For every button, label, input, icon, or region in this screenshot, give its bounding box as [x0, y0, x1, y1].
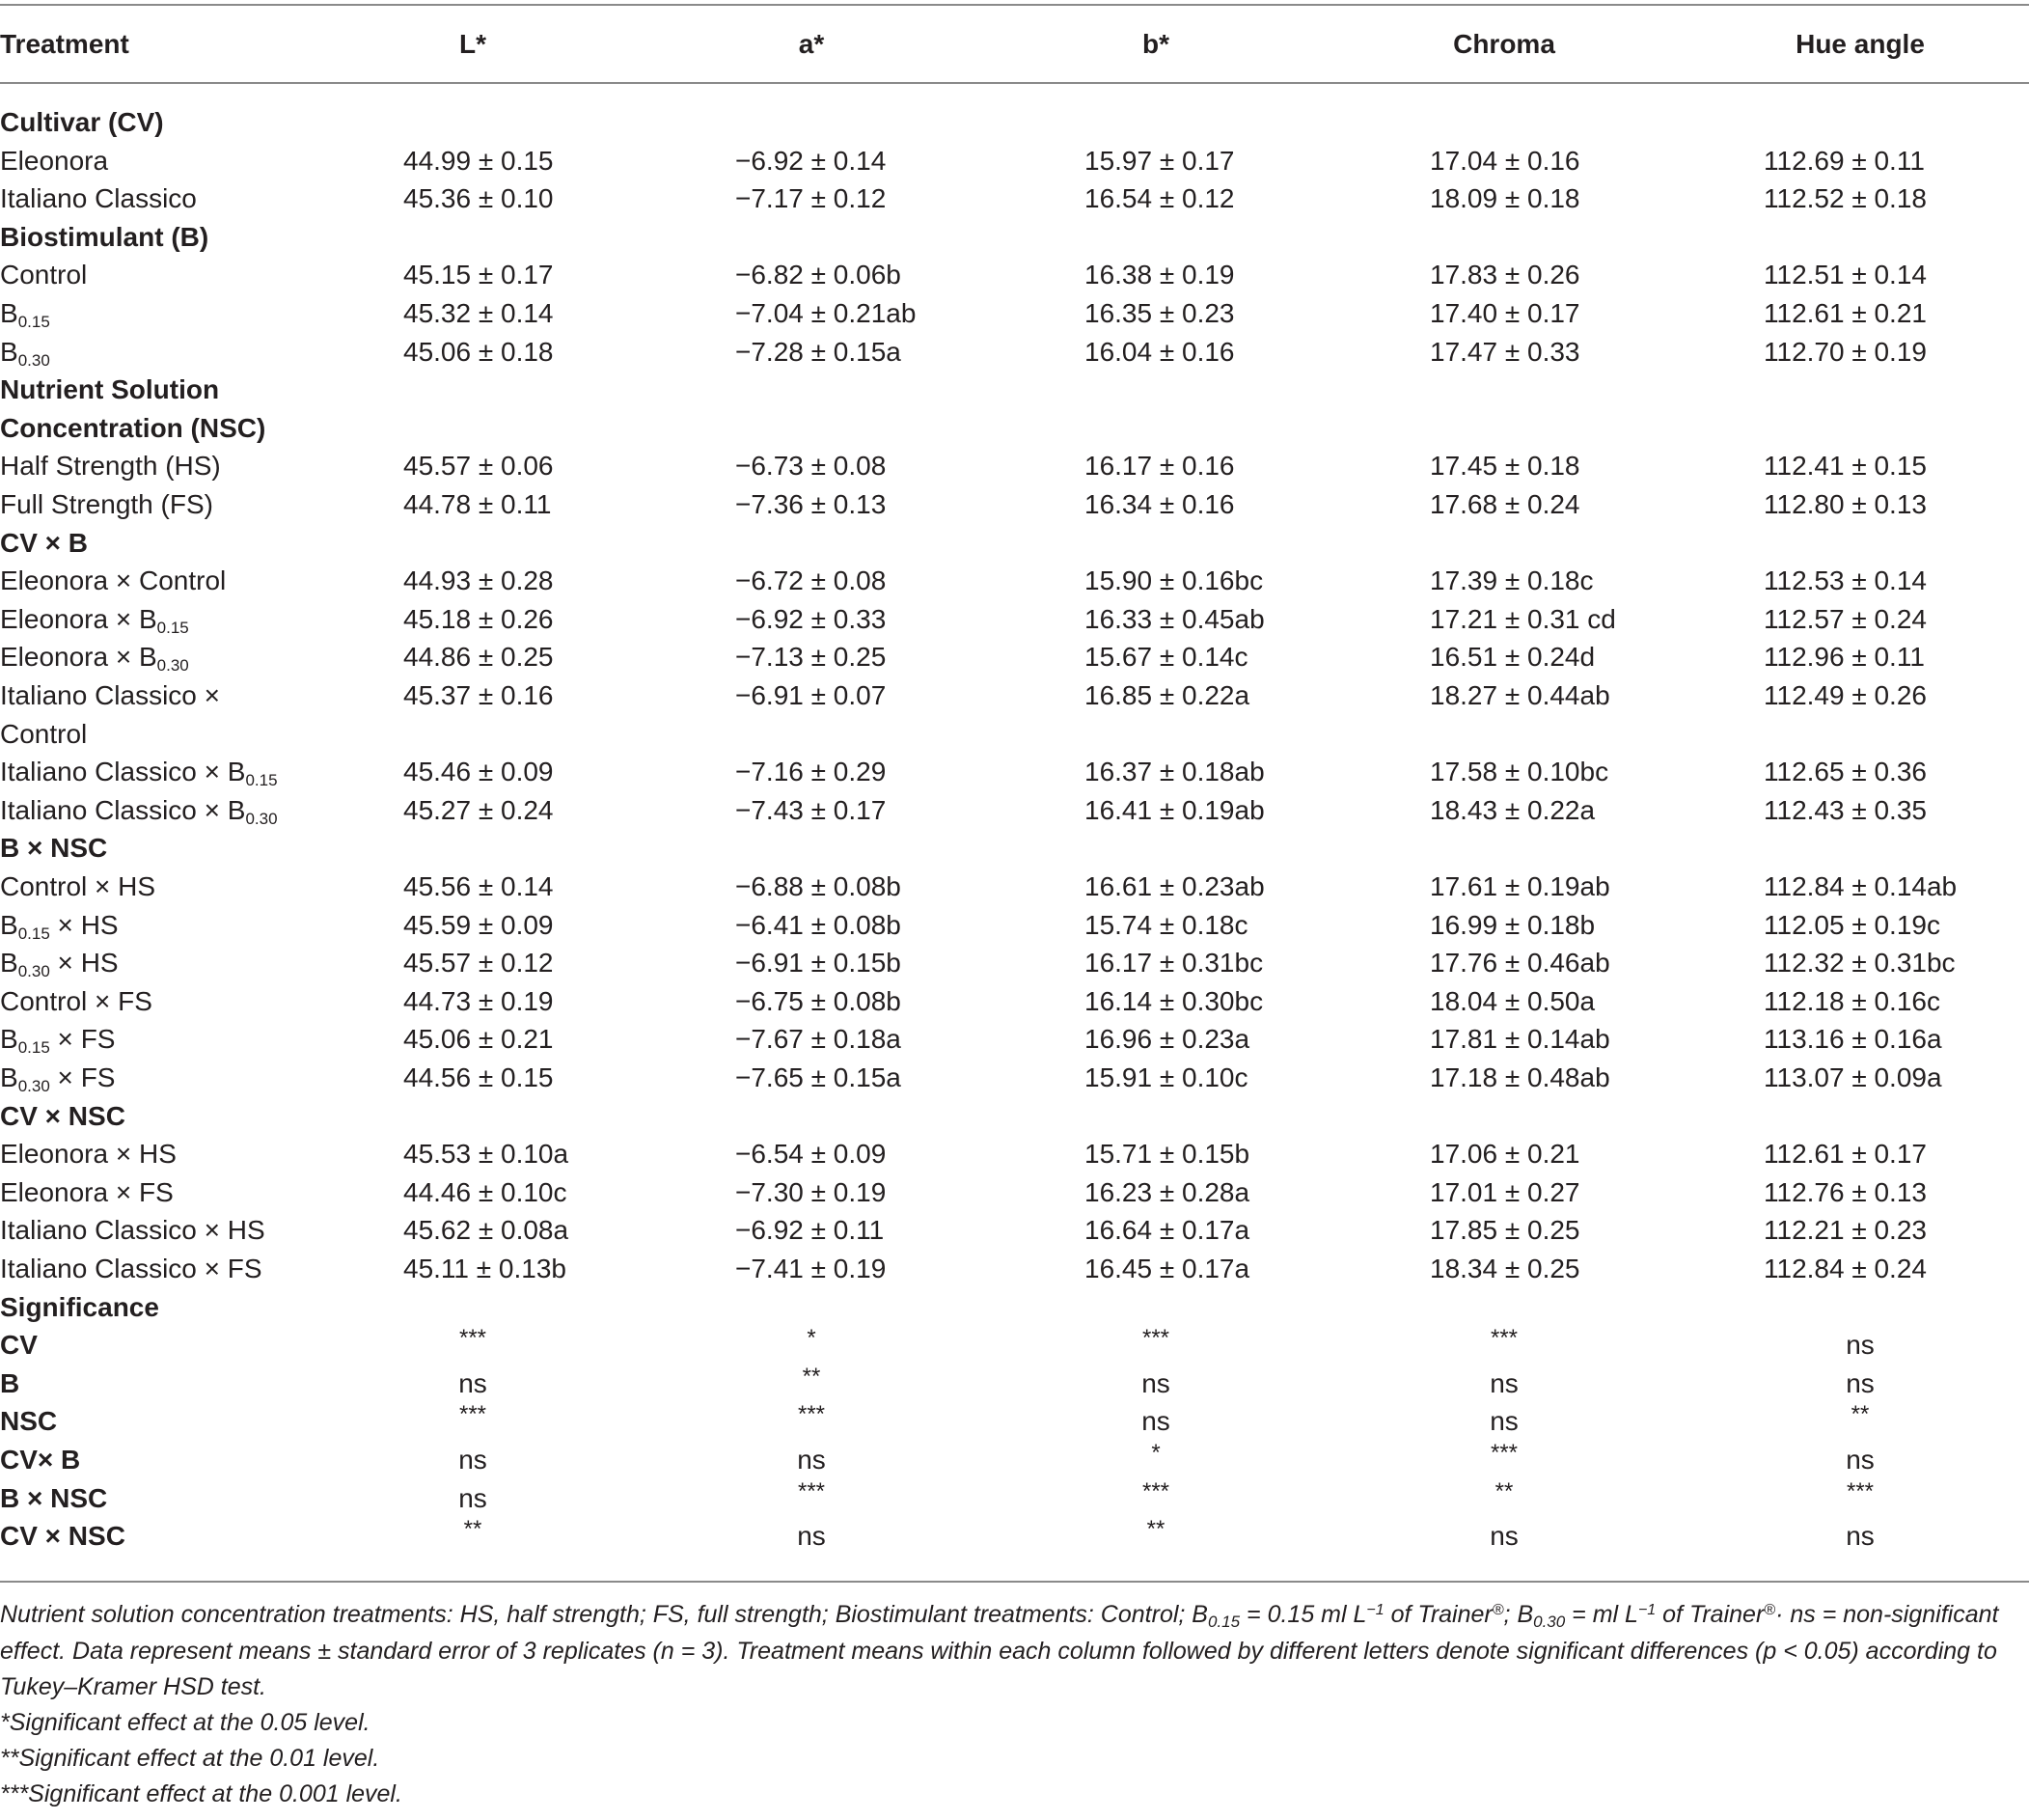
- significance-label: B: [0, 1367, 20, 1398]
- row-label: Eleonora: [0, 145, 109, 176]
- footnote-sig-05: *Significant effect at the 0.05 level.: [0, 1709, 370, 1736]
- table-cell: 112.51 ± 0.14: [1764, 260, 1927, 290]
- table-cell: 45.46 ± 0.09: [403, 757, 554, 787]
- table-cell: −7.36 ± 0.13: [735, 489, 887, 519]
- table-cell: 112.18 ± 0.16c: [1764, 985, 1940, 1016]
- row-label: $B_{0.30}$: [0, 336, 50, 370]
- table-cell: 112.65 ± 0.36: [1764, 757, 1927, 787]
- table-cell: −6.72 ± 0.08: [735, 565, 887, 596]
- row-label: Italiano Classico × HS: [0, 1215, 265, 1246]
- table-cell: 112.21 ± 0.23: [1764, 1215, 1927, 1246]
- section-header-row: [0, 829, 2029, 868]
- table-row: [0, 1173, 2029, 1212]
- significance-cell: ns: [1490, 1406, 1519, 1437]
- significance-cell: **: [463, 1516, 482, 1543]
- table-cell: 16.23 ± 0.28a: [1084, 1176, 1250, 1207]
- table-cell: 17.18 ± 0.48ab: [1430, 1062, 1610, 1092]
- table-cell: 15.97 ± 0.17: [1084, 145, 1235, 176]
- table-cell: 45.15 ± 0.17: [403, 260, 554, 290]
- table-cell: 17.58 ± 0.10bc: [1430, 757, 1609, 787]
- table-cell: 112.61 ± 0.21: [1764, 298, 1927, 328]
- table-cell: −6.88 ± 0.08b: [735, 871, 901, 901]
- table-row: [0, 868, 2029, 906]
- table-cell: −7.30 ± 0.19: [735, 1176, 887, 1207]
- table-cell: 16.85 ± 0.22a: [1084, 680, 1250, 710]
- significance-cell: **: [802, 1363, 821, 1390]
- row-label: Eleonora × FS: [0, 1176, 174, 1207]
- row-label: $B_{0.15}$: [0, 298, 50, 331]
- table-cell: 112.57 ± 0.24: [1764, 603, 1927, 634]
- table-row: [0, 1211, 2029, 1250]
- table-row: [0, 982, 2029, 1021]
- section-title: Biostimulant (B): [0, 221, 209, 252]
- significance-label: CV × NSC: [0, 1521, 125, 1552]
- table-cell: 16.51 ± 0.24d: [1430, 642, 1596, 673]
- table-cell: 112.69 ± 0.11: [1764, 145, 1925, 176]
- significance-cell: ns: [458, 1482, 487, 1513]
- significance-cell: ***: [458, 1401, 487, 1428]
- significance-cell: ***: [797, 1477, 826, 1504]
- table-cell: 16.45 ± 0.17a: [1084, 1254, 1250, 1283]
- table-row: [0, 676, 2029, 715]
- table-cell: −7.16 ± 0.29: [735, 757, 887, 787]
- significance-row: [0, 1441, 2029, 1479]
- table-cell: 113.16 ± 0.16a: [1764, 1024, 1942, 1055]
- table-cell: 45.57 ± 0.12: [403, 948, 554, 979]
- table-cell: −6.41 ± 0.08b: [735, 909, 901, 940]
- row-label: $B_{0.30}$ × HS: [0, 948, 119, 981]
- significance-cell: ns: [1846, 1367, 1875, 1398]
- table-cell: −6.54 ± 0.09: [735, 1139, 887, 1170]
- table-cell: 112.96 ± 0.11: [1764, 642, 1925, 673]
- table-cell: 45.62 ± 0.08a: [403, 1215, 569, 1246]
- table-cell: 112.84 ± 0.14ab: [1764, 871, 1958, 901]
- row-label: Control: [0, 718, 88, 749]
- table-cell: 16.41 ± 0.19ab: [1084, 794, 1265, 825]
- section-header-row: [0, 103, 2029, 142]
- row-label: Italiano Classico: [0, 183, 197, 214]
- table-cell: 16.17 ± 0.16: [1084, 451, 1235, 482]
- footnote-sig-01: **Significant effect at the 0.01 level.: [0, 1745, 380, 1772]
- section-title: Cultivar (CV): [0, 107, 164, 137]
- row-label: Control × HS: [0, 871, 156, 901]
- significance-cell: ns: [797, 1445, 826, 1475]
- row-label: Italiano Classico × $B_{0.30}$: [0, 794, 278, 828]
- header-rule: [0, 82, 2029, 84]
- row-label: Italiano Classico ×: [0, 680, 221, 710]
- table-row-continuation: [0, 715, 2029, 754]
- section-title: CV × B: [0, 527, 89, 558]
- significance-cell: ns: [1846, 1445, 1875, 1475]
- table-cell: 17.04 ± 0.16: [1430, 145, 1580, 176]
- table-cell: −7.13 ± 0.25: [735, 642, 887, 673]
- significance-cell: ***: [1490, 1325, 1519, 1352]
- significance-cell: ***: [797, 1401, 826, 1428]
- table-cell: 15.67 ± 0.14c: [1084, 642, 1248, 673]
- table-row: [0, 1059, 2029, 1097]
- table-cell: −6.82 ± 0.06b: [735, 260, 901, 290]
- section-title: Significance: [0, 1291, 159, 1322]
- significance-cell: ns: [1490, 1521, 1519, 1552]
- table-cell: 17.06 ± 0.21: [1430, 1139, 1580, 1170]
- table-row: [0, 944, 2029, 982]
- significance-cell: *: [1151, 1440, 1161, 1466]
- significance-label: CV: [0, 1330, 38, 1361]
- table-row: [0, 1135, 2029, 1173]
- table-cell: −6.91 ± 0.07: [735, 680, 887, 710]
- top-rule: [0, 4, 2029, 6]
- significance-cell: ns: [1846, 1330, 1875, 1361]
- header-hue-angle: Hue angle: [1796, 29, 1925, 59]
- table-cell: 45.18 ± 0.26: [403, 603, 554, 634]
- table-cell: 18.43 ± 0.22a: [1430, 794, 1596, 825]
- significance-cell: ns: [1846, 1521, 1875, 1552]
- section-title: Concentration (NSC): [0, 412, 266, 443]
- table-cell: 113.07 ± 0.09a: [1764, 1062, 1942, 1092]
- table-row: [0, 753, 2029, 791]
- table-cell: 112.49 ± 0.26: [1764, 680, 1927, 710]
- table-cell: 16.38 ± 0.19: [1084, 260, 1235, 290]
- section-header-row: [0, 1288, 2029, 1327]
- table-cell: 45.53 ± 0.10a: [403, 1139, 569, 1170]
- table-cell: 16.35 ± 0.23: [1084, 298, 1235, 328]
- table-cell: 112.61 ± 0.17: [1764, 1139, 1927, 1170]
- table-cell: 112.84 ± 0.24: [1764, 1254, 1927, 1283]
- significance-label: B × NSC: [0, 1482, 108, 1513]
- section-header-row: [0, 371, 2029, 409]
- table-cell: 45.36 ± 0.10: [403, 183, 554, 214]
- table-cell: 45.11 ± 0.13b: [403, 1254, 566, 1283]
- section-title: Nutrient Solution: [0, 374, 220, 405]
- row-label: Control: [0, 260, 88, 290]
- table-cell: −7.65 ± 0.15a: [735, 1062, 901, 1092]
- table-cell: 15.71 ± 0.15b: [1084, 1139, 1250, 1170]
- significance-cell: ns: [1141, 1406, 1170, 1437]
- header-a: a*: [798, 29, 825, 59]
- table-cell: 45.57 ± 0.06: [403, 451, 554, 482]
- significance-cell: *: [807, 1325, 816, 1352]
- significance-cell: ***: [1141, 1477, 1170, 1504]
- footnote-sig-001: ***Significant effect at the 0.001 level.: [0, 1780, 402, 1807]
- significance-cell: **: [1494, 1477, 1514, 1504]
- significance-cell: ***: [1846, 1477, 1875, 1504]
- table-cell: −7.41 ± 0.19: [735, 1254, 887, 1283]
- row-label: Control × FS: [0, 985, 152, 1016]
- row-label: Half Strength (HS): [0, 451, 221, 482]
- row-label: Eleonora × $B_{0.30}$: [0, 642, 189, 676]
- significance-cell: ns: [458, 1445, 487, 1475]
- header-chroma: Chroma: [1453, 29, 1555, 59]
- significance-row: [0, 1517, 2029, 1556]
- table-cell: 16.96 ± 0.23a: [1084, 1024, 1250, 1055]
- significance-label: CV× B: [0, 1445, 81, 1475]
- section-header-row: [0, 524, 2029, 563]
- section-header-row: [0, 1097, 2029, 1136]
- table-cell: 16.33 ± 0.45ab: [1084, 603, 1265, 634]
- significance-cell: **: [1146, 1516, 1165, 1543]
- row-label: Eleonora × Control: [0, 565, 227, 596]
- table-cell: 16.64 ± 0.17a: [1084, 1215, 1250, 1246]
- table-cell: −7.67 ± 0.18a: [735, 1024, 901, 1055]
- table-row: [0, 485, 2029, 524]
- section-title: B × NSC: [0, 833, 108, 864]
- table-cell: −6.75 ± 0.08b: [735, 985, 901, 1016]
- table-cell: 17.76 ± 0.46ab: [1430, 948, 1610, 979]
- table-row: [0, 179, 2029, 218]
- table-cell: 112.41 ± 0.15: [1764, 451, 1927, 482]
- table-cell: −7.28 ± 0.15a: [735, 336, 901, 367]
- table-cell: 16.04 ± 0.16: [1084, 336, 1235, 367]
- row-label: $B_{0.15}$ × HS: [0, 909, 119, 943]
- table-cell: 44.56 ± 0.15: [403, 1062, 554, 1092]
- table-cell: −6.92 ± 0.14: [735, 145, 887, 176]
- table-row: [0, 447, 2029, 485]
- table-row: [0, 1020, 2029, 1059]
- table-cell: 45.59 ± 0.09: [403, 909, 554, 940]
- significance-cell: ns: [458, 1367, 487, 1398]
- table-cell: 44.46 ± 0.10c: [403, 1176, 567, 1207]
- table-cell: 16.37 ± 0.18ab: [1084, 757, 1265, 787]
- table-cell: 16.34 ± 0.16: [1084, 489, 1235, 519]
- row-label: Italiano Classico × $B_{0.15}$: [0, 757, 278, 790]
- table-row: [0, 600, 2029, 639]
- table-cell: 17.83 ± 0.26: [1430, 260, 1580, 290]
- table-cell: −6.73 ± 0.08: [735, 451, 887, 482]
- table-cell: 16.17 ± 0.31bc: [1084, 948, 1264, 979]
- row-label: $B_{0.15}$ × FS: [0, 1024, 116, 1058]
- significance-row: [0, 1326, 2029, 1365]
- table-cell: 18.27 ± 0.44ab: [1430, 680, 1610, 710]
- table-cell: 17.40 ± 0.17: [1430, 298, 1580, 328]
- table-cell: 112.70 ± 0.19: [1764, 336, 1927, 367]
- table-cell: 44.73 ± 0.19: [403, 985, 554, 1016]
- table-cell: 15.74 ± 0.18c: [1084, 909, 1248, 940]
- table-cell: 18.34 ± 0.25: [1430, 1254, 1580, 1283]
- table-row: [0, 142, 2029, 180]
- table-cell: 45.06 ± 0.18: [403, 336, 554, 367]
- table-cell: 17.39 ± 0.18c: [1430, 565, 1594, 596]
- table-cell: 15.91 ± 0.10c: [1084, 1062, 1248, 1092]
- table-cell: 112.80 ± 0.13: [1764, 489, 1927, 519]
- section-header-row: [0, 409, 2029, 448]
- significance-row: [0, 1365, 2029, 1403]
- table-cell: 45.37 ± 0.16: [403, 680, 554, 710]
- bottom-rule: [0, 1581, 2029, 1583]
- table-row: [0, 638, 2029, 676]
- row-label: $B_{0.30}$ × FS: [0, 1062, 116, 1095]
- significance-cell: ns: [1490, 1367, 1519, 1398]
- significance-row: [0, 1402, 2029, 1441]
- table-cell: 17.01 ± 0.27: [1430, 1176, 1580, 1207]
- header-l: L*: [459, 29, 486, 59]
- table-cell: −6.91 ± 0.15b: [735, 948, 901, 979]
- table-cell: 17.21 ± 0.31 cd: [1430, 603, 1616, 634]
- table-cell: 112.43 ± 0.35: [1764, 794, 1927, 825]
- table-cell: 16.14 ± 0.30bc: [1084, 985, 1264, 1016]
- header-treatment: Treatment: [0, 29, 129, 59]
- table-cell: 112.32 ± 0.31bc: [1764, 948, 1956, 979]
- table-cell: 112.76 ± 0.13: [1764, 1176, 1927, 1207]
- table-row: [0, 1250, 2029, 1288]
- table-cell: 17.61 ± 0.19ab: [1430, 871, 1610, 901]
- row-label: Italiano Classico × FS: [0, 1254, 262, 1283]
- table-row: [0, 791, 2029, 830]
- table-cell: 112.05 ± 0.19c: [1764, 909, 1940, 940]
- significance-cell: ***: [1490, 1440, 1519, 1466]
- table-cell: 16.61 ± 0.23ab: [1084, 871, 1265, 901]
- significance-cell: ***: [458, 1325, 487, 1352]
- table-cell: 17.45 ± 0.18: [1430, 451, 1580, 482]
- table-cell: 18.04 ± 0.50a: [1430, 985, 1596, 1016]
- table-cell: 16.54 ± 0.12: [1084, 183, 1235, 214]
- table-cell: −6.92 ± 0.11: [735, 1215, 885, 1246]
- table-cell: 18.09 ± 0.18: [1430, 183, 1580, 214]
- table-cell: 15.90 ± 0.16bc: [1084, 565, 1264, 596]
- section-title: CV × NSC: [0, 1100, 125, 1131]
- table-cell: 45.56 ± 0.14: [403, 871, 554, 901]
- table-cell: 112.52 ± 0.18: [1764, 183, 1927, 214]
- significance-label: NSC: [0, 1406, 58, 1437]
- section-header-row: [0, 218, 2029, 257]
- row-label: Eleonora × HS: [0, 1139, 177, 1170]
- significance-cell: ns: [1141, 1367, 1170, 1398]
- table-cell: 17.68 ± 0.24: [1430, 489, 1580, 519]
- row-label: Full Strength (FS): [0, 489, 213, 519]
- significance-cell: ***: [1141, 1325, 1170, 1352]
- table-cell: 44.99 ± 0.15: [403, 145, 554, 176]
- significance-cell: ns: [797, 1521, 826, 1552]
- table-cell: 112.53 ± 0.14: [1764, 565, 1927, 596]
- header-b: b*: [1142, 29, 1169, 59]
- table-cell: 45.32 ± 0.14: [403, 298, 554, 328]
- significance-row: [0, 1479, 2029, 1518]
- table-cell: 44.86 ± 0.25: [403, 642, 554, 673]
- table-cell: 17.47 ± 0.33: [1430, 336, 1580, 367]
- table-cell: 17.85 ± 0.25: [1430, 1215, 1580, 1246]
- table-row: [0, 906, 2029, 945]
- table-cell: 44.78 ± 0.11: [403, 489, 552, 519]
- table-cell: −6.92 ± 0.33: [735, 603, 887, 634]
- significance-cell: **: [1851, 1401, 1870, 1428]
- table-cell: 44.93 ± 0.28: [403, 565, 554, 596]
- table-row: [0, 333, 2029, 372]
- footnote-paragraph: Nutrient solution concentration treatments: HS, half strength; FS, full strength; Biostimulant treatments: Control; $B_{0.15} = 0.15$ ml $L^{-1}$ of Trainer®; $B_{0.30}$ = ml $L^{-1}$ of Trainer®· ns = non-significant effect. Data represent means ± standard error of 3 replicates (n = 3). Treatment means within each column followed by different letters denote significant differences (p < 0.05) according to Tukey–Kramer HSD test.: [0, 1601, 1999, 1700]
- row-label: Eleonora × $B_{0.15}$: [0, 603, 189, 637]
- table-cell: 45.06 ± 0.21: [403, 1024, 554, 1055]
- table-cell: 17.81 ± 0.14ab: [1430, 1024, 1610, 1055]
- table-cell: 45.27 ± 0.24: [403, 794, 554, 825]
- table-cell: −7.04 ± 0.21ab: [735, 298, 917, 328]
- table-cell: 16.99 ± 0.18b: [1430, 909, 1596, 940]
- table-row: [0, 294, 2029, 333]
- table-cell: −7.43 ± 0.17: [735, 794, 887, 825]
- table-row: [0, 562, 2029, 600]
- table-cell: −7.17 ± 0.12: [735, 183, 887, 214]
- table-row: [0, 256, 2029, 294]
